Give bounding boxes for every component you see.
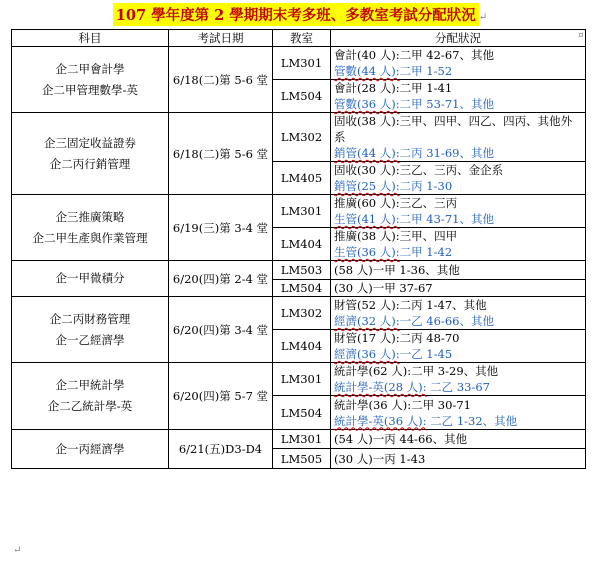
exam-date-cell: 6/21(五)D3-D4	[169, 430, 273, 469]
subject-name: 企二甲統計學	[55, 378, 125, 392]
allocation-course-count: 銷管(25 人):	[334, 179, 400, 193]
allocation-line	[334, 228, 582, 244]
subject-cell	[12, 297, 169, 363]
subject-cell	[12, 430, 169, 469]
room-cell: LM301	[273, 47, 331, 80]
room-cell: LM504	[273, 396, 331, 430]
subject-name: 企三推廣策略	[55, 209, 125, 224]
allocation-class-range: 一乙 1-45	[399, 347, 453, 361]
subject-cell	[12, 363, 169, 430]
allocation-course-count: 銷管(44 人):	[334, 146, 400, 160]
allocation-class-range: 一甲 1-36、其他	[372, 263, 460, 277]
allocation-line	[334, 96, 582, 112]
allocation-class-range: 一乙 46-66、其他	[399, 314, 494, 328]
allocation-course-count: (54 人)	[334, 432, 373, 446]
allocation-line	[334, 330, 582, 346]
allocation-cell	[331, 363, 586, 396]
allocation-class-range: 二甲 30-71	[411, 397, 471, 412]
room-cell: LM301	[273, 195, 331, 228]
header-subject: 科目	[12, 30, 169, 47]
header-room: 教室	[273, 30, 331, 47]
allocation-course-count: (30 人)	[334, 451, 373, 466]
allocation-course-count: 經濟(36 人):	[334, 347, 400, 361]
allocation-cell	[331, 113, 586, 162]
allocation-course-count: 固收(30 人):	[334, 163, 400, 177]
allocation-line	[334, 431, 582, 447]
allocation-course-count: 生管(41 人):	[334, 212, 400, 226]
allocation-course-count: 推廣(60 人):	[334, 196, 400, 210]
subject-name: 企二乙統計學-英	[47, 399, 133, 413]
allocation-line	[334, 162, 582, 178]
allocation-class-range: 二甲 1-42	[399, 245, 453, 259]
subject-name: 企二甲會計學	[55, 61, 125, 76]
allocation-course-count: 財管(52 人):	[334, 298, 400, 312]
allocation-line	[334, 346, 582, 362]
subject-cell	[12, 195, 169, 261]
room-cell: LM301	[273, 430, 331, 449]
room-cell: LM405	[273, 162, 331, 195]
allocation-course-count: 統計學(36 人):	[334, 397, 412, 412]
header-allocation: 分配狀況	[331, 30, 586, 47]
allocation-cell	[331, 430, 586, 449]
allocation-course-count: 會計(28 人):	[334, 81, 400, 95]
allocation-cell	[331, 80, 586, 113]
room-cell: LM503	[273, 261, 331, 280]
allocation-line	[334, 451, 582, 467]
allocation-class-range: 二甲 3-29、其他	[411, 364, 499, 378]
document-title: 107 學年度第 2 學期期末考多班、多教室考試分配狀況	[113, 3, 479, 26]
allocation-class-range: 二丙 48-70	[399, 331, 460, 345]
allocation-cell	[331, 297, 586, 330]
allocation-cell	[331, 449, 586, 469]
allocation-line	[334, 195, 582, 211]
allocation-line	[334, 413, 582, 429]
paragraph-mark: ↵	[13, 545, 22, 556]
exam-date-cell: 6/20(四)第 2-4 堂	[169, 261, 273, 297]
allocation-line	[334, 47, 582, 63]
allocation-class-range: 三乙、三丙	[399, 196, 458, 210]
room-cell: LM504	[273, 280, 331, 297]
header-row	[12, 30, 586, 47]
exam-allocation-table	[11, 29, 586, 469]
allocation-class-range: 二丙 1-47、其他	[399, 298, 487, 312]
subject-name: 企二丙財務管理	[49, 311, 131, 326]
header-date: 考試日期	[169, 30, 273, 47]
allocation-course-count: 統計學(62 人):	[334, 364, 412, 378]
allocation-course-count: 財管(17 人):	[334, 331, 400, 345]
allocation-class-range: 一甲 37-67	[372, 281, 433, 295]
allocation-course-count: 管數(36 人):	[334, 97, 400, 111]
allocation-course-count: 管數(44 人):	[334, 64, 400, 78]
subject-cell	[12, 261, 169, 297]
allocation-course-count: 統計學-英(36 人):	[334, 413, 427, 428]
allocation-cell	[331, 396, 586, 430]
allocation-class-range: 二甲 53-71、其他	[399, 97, 494, 111]
allocation-line	[334, 297, 582, 313]
subject-name: 企三固定收益證券	[44, 135, 136, 150]
allocation-course-count: (30 人)	[334, 281, 373, 295]
allocation-course-count: 生管(36 人):	[334, 245, 400, 259]
allocation-line	[334, 113, 582, 145]
allocation-course-count: 固收(38 人):	[334, 114, 400, 128]
allocation-line	[334, 379, 582, 395]
subject-name: 企二丙行銷管理	[49, 156, 131, 171]
exam-date-cell: 6/20(四)第 3-4 堂	[169, 297, 273, 363]
table-row	[12, 47, 586, 80]
title-wrapper	[0, 3, 600, 26]
allocation-course-count: 推廣(38 人):	[334, 229, 400, 243]
allocation-class-range: 二甲 1-52	[399, 64, 453, 78]
paragraph-mark: ↵	[478, 12, 488, 23]
allocation-class-range: 三乙、三丙、金企系	[399, 163, 504, 177]
allocation-class-range: 三甲、四甲	[399, 229, 458, 243]
table-row	[12, 113, 586, 162]
allocation-cell	[331, 47, 586, 80]
allocation-class-range: 二乙 33-67	[426, 380, 490, 394]
allocation-class-range: 三甲、四甲、四乙、四丙、其他外系	[334, 114, 573, 144]
allocation-class-range: 二甲 1-41	[399, 81, 453, 95]
allocation-line	[334, 145, 582, 161]
allocation-line	[334, 363, 582, 379]
allocation-line	[334, 397, 582, 413]
subject-name: 企二甲生產與作業管理	[32, 230, 148, 245]
room-cell: LM302	[273, 113, 331, 162]
allocation-line	[334, 178, 582, 194]
allocation-cell	[331, 228, 586, 261]
room-cell: LM302	[273, 297, 331, 330]
table-row	[12, 261, 586, 280]
room-cell: LM504	[273, 80, 331, 113]
room-cell: LM404	[273, 228, 331, 261]
subject-cell	[12, 47, 169, 113]
exam-date-cell: 6/19(三)第 3-4 堂	[169, 195, 273, 261]
allocation-cell	[331, 261, 586, 280]
allocation-class-range: 一丙 44-66、其他	[372, 432, 468, 446]
subject-name: 企一乙經濟學	[55, 332, 125, 347]
allocation-line	[334, 244, 582, 260]
table-body	[12, 47, 586, 469]
subject-name: 企一甲微積分	[55, 271, 125, 285]
subject-name: 企二甲管理數學-英	[42, 82, 138, 97]
table-row	[12, 363, 586, 396]
cell-mark: ¤	[578, 31, 584, 41]
allocation-line	[334, 313, 582, 329]
allocation-line	[334, 262, 582, 278]
allocation-cell	[331, 195, 586, 228]
room-cell: LM301	[273, 363, 331, 396]
allocation-class-range: 一丙 1-43	[372, 451, 426, 466]
subject-cell	[12, 113, 169, 195]
allocation-line	[334, 63, 582, 79]
allocation-course-count: (58 人)	[334, 263, 373, 277]
allocation-cell	[331, 330, 586, 363]
table-row	[12, 297, 586, 330]
allocation-line	[334, 280, 582, 296]
allocation-line	[334, 211, 582, 227]
allocation-cell	[331, 280, 586, 297]
allocation-class-range: 二丙 1-30	[399, 179, 453, 193]
allocation-class-range: 二甲 43-71、其他	[399, 212, 494, 226]
allocation-cell	[331, 162, 586, 195]
room-cell: LM404	[273, 330, 331, 363]
allocation-course-count: 統計學-英(28 人):	[334, 380, 427, 394]
room-cell: LM505	[273, 449, 331, 469]
allocation-class-range: 二乙 1-32、其他	[426, 413, 518, 428]
allocation-line	[334, 80, 582, 96]
table-row	[12, 195, 586, 228]
exam-date-cell: 6/20(四)第 5-7 堂	[169, 363, 273, 430]
subject-name: 企一丙經濟學	[55, 441, 125, 456]
allocation-course-count: 會計(40 人):	[334, 48, 400, 62]
exam-date-cell: 6/18(二)第 5-6 堂	[169, 47, 273, 113]
table-row	[12, 430, 586, 449]
allocation-course-count: 經濟(32 人):	[334, 314, 400, 328]
exam-date-cell: 6/18(二)第 5-6 堂	[169, 113, 273, 195]
allocation-class-range: 二丙 31-69、其他	[399, 146, 494, 160]
allocation-class-range: 二甲 42-67、其他	[399, 48, 494, 62]
